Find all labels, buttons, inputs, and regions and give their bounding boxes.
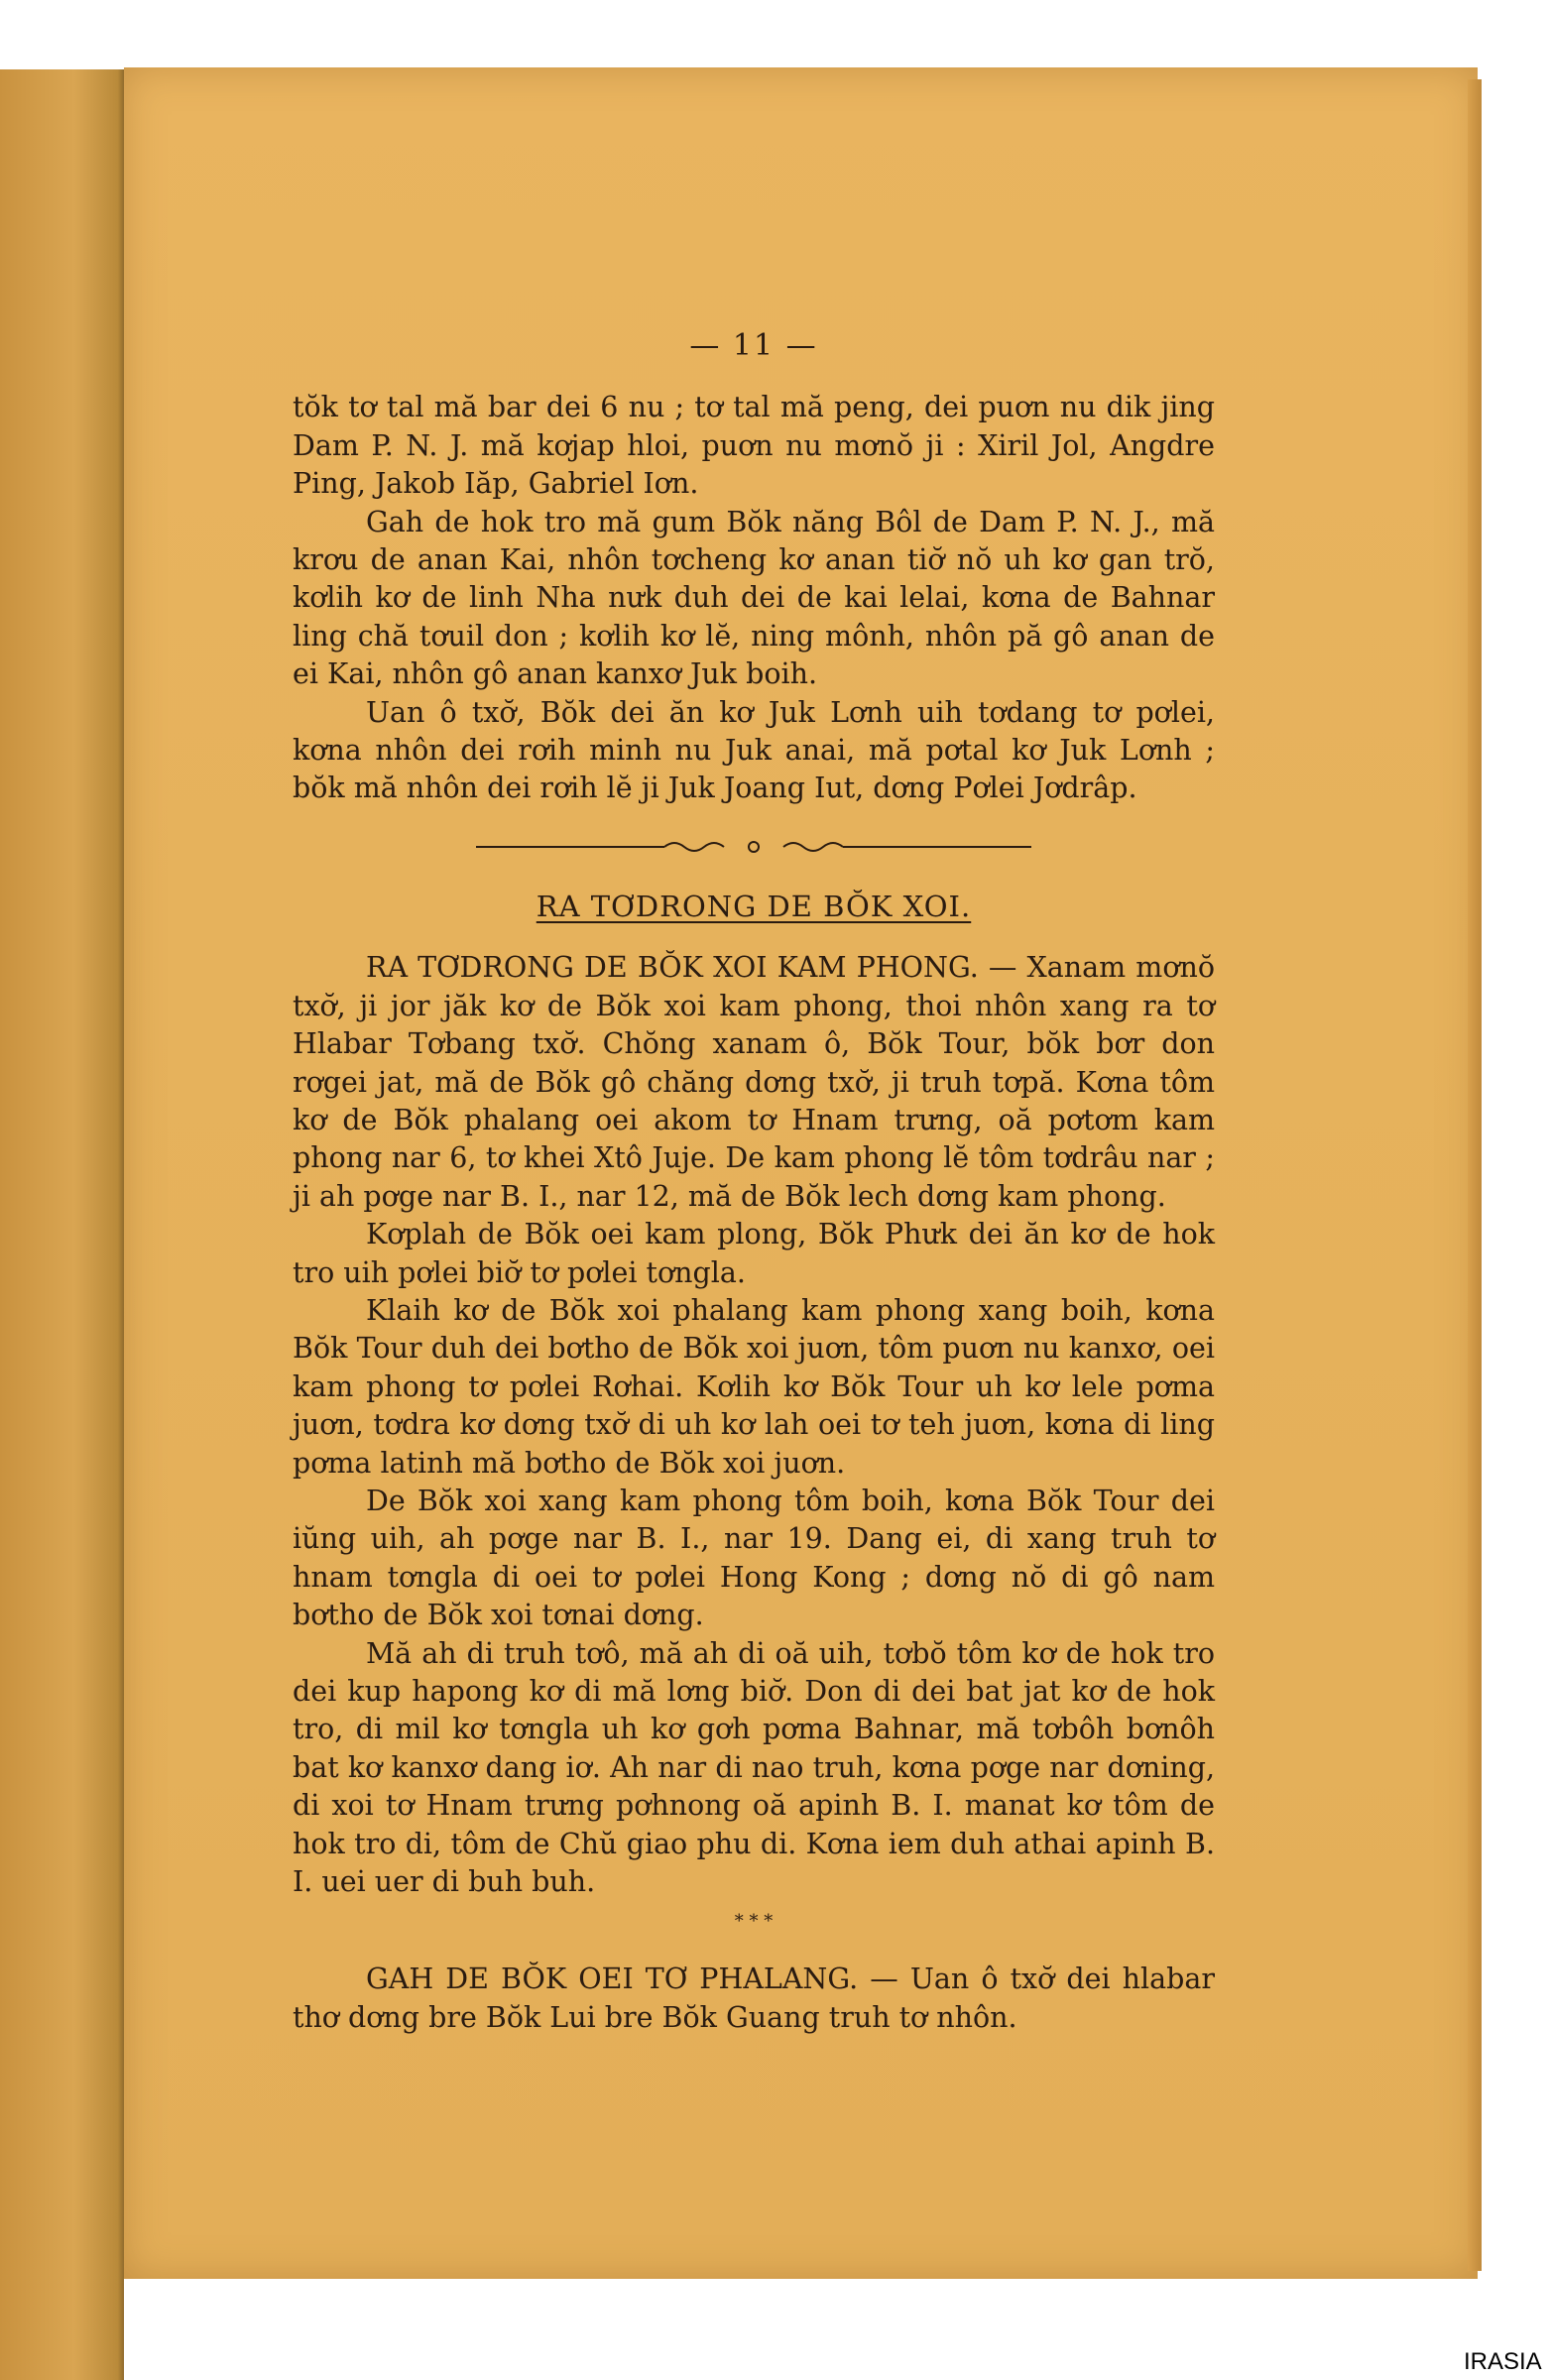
- paragraph: tŏk tơ tal mă bar dei 6 nu ; tơ tal mă peng, dei puơn nu dik jing Dam P. N. J. mă kơjap hloi, puơn nu mơnŏ ji : Xiril Jol, Angdre Ping, Jakob Iăp, Gabriel Iơn.: [293, 391, 1215, 501]
- main-section: [293, 949, 1215, 1901]
- paragraph: GAH DE BŎK OEI TƠ PHALANG. — Uan ô txơ̆ dei hlabar thơ dơng bre Bŏk Lui bre Bŏk Guang truh tơ nhôn.: [293, 1963, 1215, 2034]
- paragraph: Kơplah de Bŏk oei kam plong, Bŏk Phưk dei ăn kơ de hok tro uih pơlei biơ̆ tơ pơlei tơngla.: [293, 1218, 1215, 1289]
- page-number: — 11 —: [689, 328, 818, 363]
- ornament-divider: [476, 838, 1031, 856]
- paragraph: De Bŏk xoi xang kam phong tôm boih, kơna Bŏk Tour dei iŭng uih, ah pơge nar B. I., nar 19. Dang ei, di xang truh tơ hnam tơngla di oei tơ pơlei Hong Kong ; dơng nŏ di gô nam bơtho de Bŏk xoi tơnai dơng.: [293, 1484, 1215, 1632]
- paragraph: Mă ah di truh tơô, mă ah di oă uih, tơbŏ tôm kơ de hok tro dei kup hapong kơ di mă lơng biơ̆. Don di dei bat jat kơ de hok tro, di mil kơ tơngla uh kơ gơh pơma Bahnar, mă tơbôh bơnôh bat kơ kanxơ dang iơ. Ah nar di nao truh, kơna pơge nar dơning, di xoi tơ Hnam trưng pơhnong oă apinh B. I. manat kơ tôm de hok tro di, tôm de Chŭ giao phu di. Kơna iem duh athai apinh B. I. uei uer di buh buh.: [293, 1636, 1215, 1899]
- watermark-label: IRASIA: [1464, 2348, 1542, 2375]
- section-heading-text: RA TƠDRONG DE BŎK XOI.: [536, 889, 972, 923]
- bottom-section: [293, 1961, 1215, 2037]
- paragraph: RA TƠDRONG DE BŎK XOI KAM PHONG. — Xanam mơnŏ txơ̆, ji jor jăk kơ de Bŏk xoi kam phong, thoi nhôn xang ra tơ Hlabar Tơbang txơ̆. Chŏng xanam ô, Bŏk Tour, bŏk bơr don rơgei jat, mă de Bŏk gô chăng dơng txơ̆, ji truh tơpă. Kơna tôm kơ de Bŏk phalang oei akom tơ Hnam trưng, oă pơtơm kam phong nar 6, tơ khei Xtô Juje. De kam phong lĕ tôm tơdrâu nar ; ji ah pơge nar B. I., nar 12, mă de Bŏk lech dơng kam phong.: [293, 951, 1215, 1213]
- page-right-edge: [1468, 79, 1482, 2271]
- section-heading: [293, 888, 1215, 925]
- paragraph: Klaih kơ de Bŏk xoi phalang kam phong xang boih, kơna Bŏk Tour duh dei bơtho de Bŏk xoi juơn, tôm puơn nu kanxơ, oei kam phong tơ pơlei Rơhai. Kơlih kơ Bŏk Tour uh kơ lele pơma juơn, tơdra kơ dơng txơ̆ di uh kơ lah oei tơ teh juơn, kơna di ling pơma latinh mă bơtho de Bŏk xoi juơn.: [293, 1293, 1215, 1480]
- top-section: [293, 389, 1215, 807]
- paragraph: Uan ô txơ̆, Bŏk dei ăn kơ Juk Lơnh uih tơdang tơ pơlei, kơna nhôn dei rơih minh nu Juk anai, mă pơtal kơ Juk Lơnh ; bŏk mă nhôn dei rơih lĕ ji Juk Joang Iut, dơng Pơlei Jơdrâp.: [293, 695, 1215, 805]
- paragraph: Gah de hok tro mă gum Bŏk năng Bôl de Dam P. N. J., mă krơu de anan Kai, nhôn tơcheng kơ anan tiơ̆ nŏ uh kơ gan trŏ, kơlih kơ de linh Nha nưk duh dei de kai lelai, kơna de Bahnar ling chă tơuil don ; kơlih kơ lĕ, ning mônh, nhôn pă gô anan de ei Kai, nhôn gô anan kanxơ Juk boih.: [293, 505, 1215, 691]
- page-text-block: [293, 327, 1215, 2037]
- asterism-divider: * * *: [734, 1911, 774, 1933]
- facing-page-edge: [0, 69, 124, 2380]
